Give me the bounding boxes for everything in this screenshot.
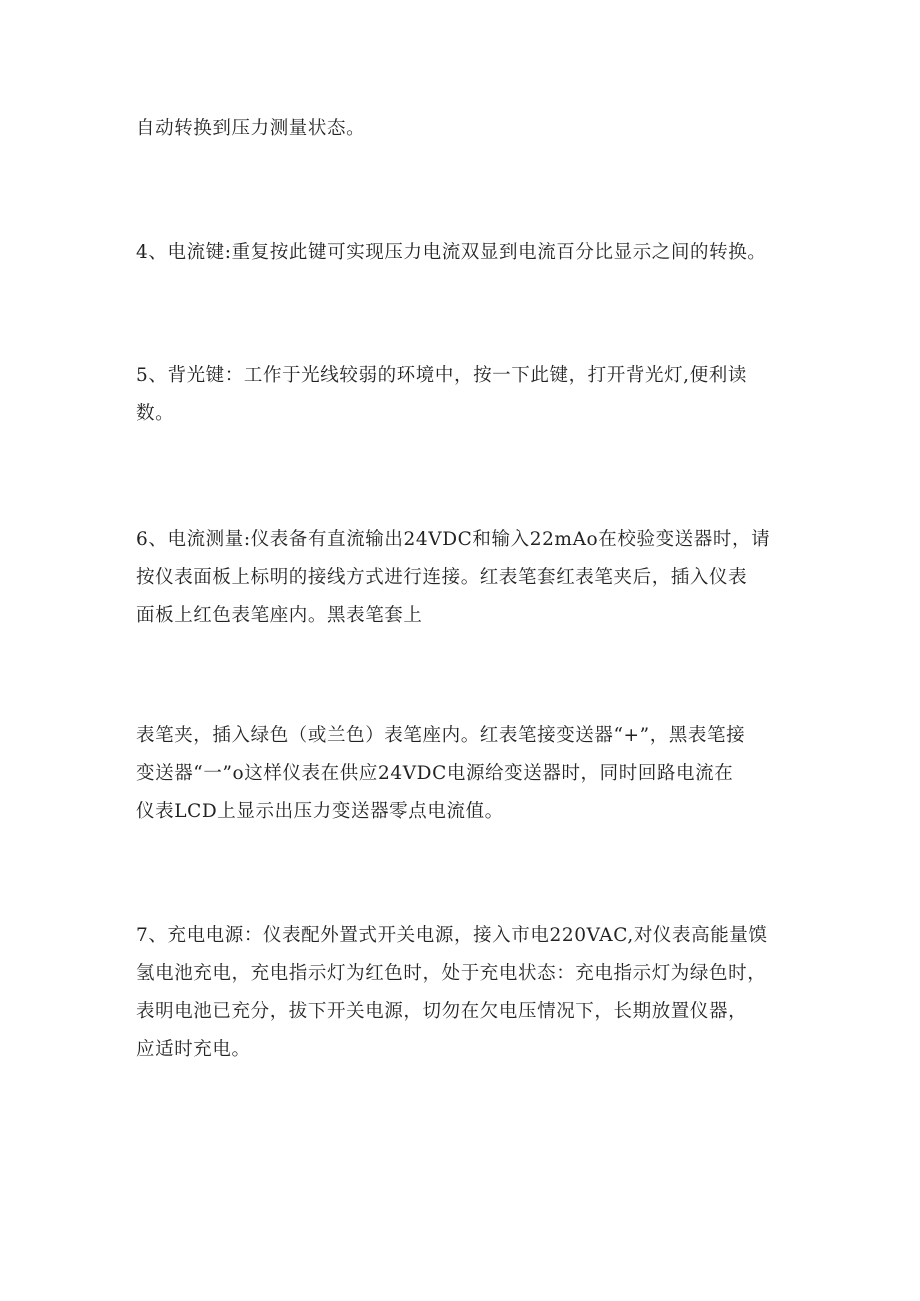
text-line: 自动转换到压力测量状态。 bbox=[136, 118, 366, 139]
text-line: 4、电流键:重复按此键可实现压力电流双显到电流百分比显示之间的转换。 bbox=[136, 242, 767, 263]
text-line: 7、充电电源：仪表配外置式开关电源，接入市电220VAC,对仪表高能量馍 bbox=[136, 925, 768, 946]
text-line: 按仪表面板上标明的接线方式进行连接。红表笔套红表笔夹后，插入仪表 bbox=[136, 567, 748, 588]
paragraph-auto-switch bbox=[136, 110, 796, 148]
paragraph-current-key bbox=[136, 234, 796, 272]
paragraph-current-measurement bbox=[136, 521, 796, 635]
paragraph-probe-wiring bbox=[136, 717, 796, 831]
text-line: 6、电流测量:仪表备有直流输出24VDC和输入22mAo在校验变送器时，请 bbox=[136, 529, 771, 550]
text-line: 表笔夹，插入绿色（或兰色）表笔座内。红表笔接变送器“+”，黑表笔接 bbox=[136, 725, 746, 746]
paragraph-backlight-key bbox=[136, 357, 796, 433]
text-line: 变送器“一”o这样仪表在供应24VDC电源给变送器时，同时回路电流在 bbox=[136, 763, 734, 784]
text-line: 5、背光键：工作于光线较弱的环境中，按一下此键，打开背光灯,便利读 bbox=[136, 365, 747, 386]
text-line: 表明电池已充分，拔下开关电源，切勿在欠电压情况下，长期放置仪器， bbox=[136, 1001, 748, 1022]
text-line: 仪表LCD上显示出压力变送器零点电流值。 bbox=[136, 801, 504, 822]
text-line: 氢电池充电，充电指示灯为红色时，处于充电状态：充电指示灯为绿色时， bbox=[136, 963, 767, 984]
text-line: 应适时充电。 bbox=[136, 1039, 251, 1060]
text-line: 数。 bbox=[136, 403, 175, 424]
paragraph-charging-power bbox=[136, 917, 796, 1069]
text-line: 面板上红色表笔座内。黑表笔套上 bbox=[136, 605, 423, 626]
